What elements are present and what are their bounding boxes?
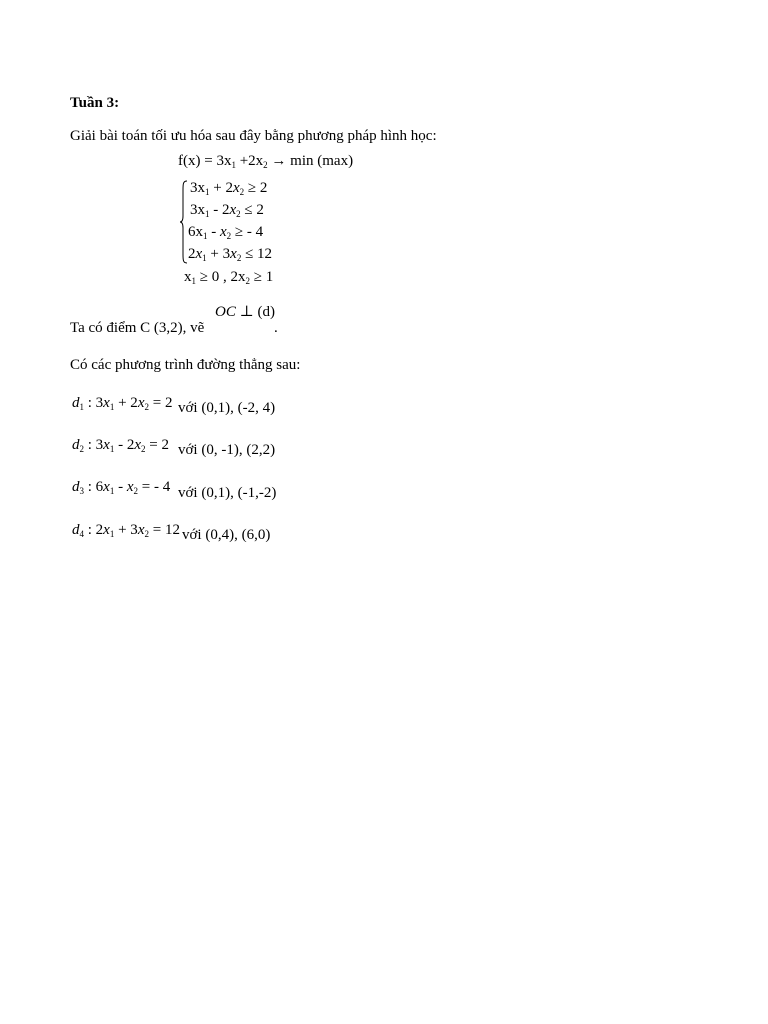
d2-x1: x [103,437,110,453]
d1-eq-a: : 3 [84,395,104,411]
d4-eq-c: = 12 [148,522,180,538]
d1-eq-b: + 2 [114,395,138,411]
bounds-x1-sub: 1 [191,276,196,286]
point-c-sentence: Ta có điểm C (3,2), vẽ [70,320,205,336]
d4-x1: x [103,522,110,538]
d4-x2: x [137,522,145,538]
lines-intro: Có các phương trình đường thẳng sau: [70,357,301,373]
d3-eq-c: = - 4 [138,479,171,495]
d3-label: d [72,479,80,495]
bounds-mid: ≥ 0 , 2x [196,269,246,285]
objective-prefix: f(x) = 3x [178,153,232,169]
constraint-2-a-sub: 1 [205,209,210,219]
point-c-period: . [274,320,278,336]
objective-sub-1: 1 [231,160,236,170]
d2-eq-b: - 2 [114,437,135,453]
constraint-4-b-sub: 2 [236,253,242,263]
d4-label-sub: 4 [79,529,84,539]
constraint-2 [190,202,264,219]
d3-eq-a: : 6 [84,479,104,495]
d1-x2: x [137,395,145,411]
d1-points: với (0,1), (-2, 4) [178,400,276,416]
d2-x2: x [134,437,142,453]
constraint-4-a-sub: 1 [202,253,207,263]
constraint-4-a: 2 [188,246,196,262]
d2-x1-sub: 1 [109,444,115,454]
constraint-3-op: - [207,224,220,240]
constraint-4-rel: ≤ 12 [241,246,273,262]
line-d3 [72,479,170,496]
variable-bounds [184,269,273,286]
constraint-3-a-sub: 1 [203,231,208,241]
constraint-3-b-sub: 2 [226,231,232,241]
constraint-1-a: 3x [190,180,205,196]
d3-x1: x [103,479,110,495]
d1-x2-sub: 2 [144,402,149,412]
constraint-2-op: - 2 [209,202,230,218]
d3-points: với (0,1), (-1,-2) [178,485,277,501]
d4-points: với (0,4), (6,0) [182,527,271,543]
constraint-2-rel: ≤ 2 [240,202,264,218]
d2-label: d [72,437,80,453]
constraint-4-b: x [230,246,237,262]
line-d1 [72,395,172,412]
constraint-1-b-sub: 2 [239,187,245,197]
line-d4 [72,522,180,539]
d4-eq-b: + 3 [114,522,138,538]
d1-eq-c: = 2 [148,395,173,411]
objective-mid: +2x [235,153,264,169]
d3-eq-b: - [114,479,127,495]
d2-points: với (0, -1), (2,2) [178,442,276,458]
constraint-3-b: x [220,224,227,240]
constraint-4-op: + 3 [206,246,231,262]
objective-function [178,153,353,170]
constraint-4 [188,246,272,263]
d1-label: d [72,395,80,411]
d4-x2-sub: 2 [144,529,149,539]
constraint-1-a-sub: 1 [205,187,210,197]
constraint-4-a-var: x [195,246,203,262]
constraint-2-b-sub: 2 [236,209,241,219]
constraint-1-b: x [232,180,240,196]
d1-x1-sub: 1 [109,402,115,412]
d3-x1-sub: 1 [109,486,115,496]
constraint-2-b: x [229,202,237,218]
section-heading: Tuần 3: [70,95,120,111]
d2-eq-a: : 3 [84,437,104,453]
d1-label-sub: 1 [79,402,84,412]
objective-sub-2: 2 [263,160,268,170]
d4-eq-a: : 2 [84,522,104,538]
constraint-3-rel: ≥ - 4 [231,224,264,240]
constraint-3 [188,224,263,241]
d1-x1: x [103,395,110,411]
oc-vector: OC [215,304,236,320]
perpendicular-notation [215,302,275,321]
bounds-end: ≥ 1 [249,269,274,285]
constraint-3-a: 6x [188,224,203,240]
system-brace [180,180,188,264]
bounds-x1: x [184,269,192,285]
bounds-x2-sub: 2 [245,276,250,286]
d2-eq-c: = 2 [145,437,169,453]
line-d2 [72,437,169,454]
d3-label-sub: 3 [79,486,84,496]
d2-label-sub: 2 [79,444,84,454]
problem-intro: Giải bài toán tối ưu hóa sau đây bằng phương pháp hình học: [70,128,437,144]
constraint-2-a: 3x [190,202,205,218]
d4-label: d [72,522,80,538]
constraint-1 [190,180,267,197]
objective-suffix: → min (max) [267,153,354,169]
constraint-1-rel: ≥ 2 [244,180,268,196]
perp-d: ⊥ (d) [235,304,275,320]
d4-x1-sub: 1 [109,529,115,539]
d2-x2-sub: 2 [141,444,146,454]
d3-x2-sub: 2 [133,486,139,496]
constraint-1-op: + 2 [209,180,233,196]
d3-x2: x [126,479,134,495]
